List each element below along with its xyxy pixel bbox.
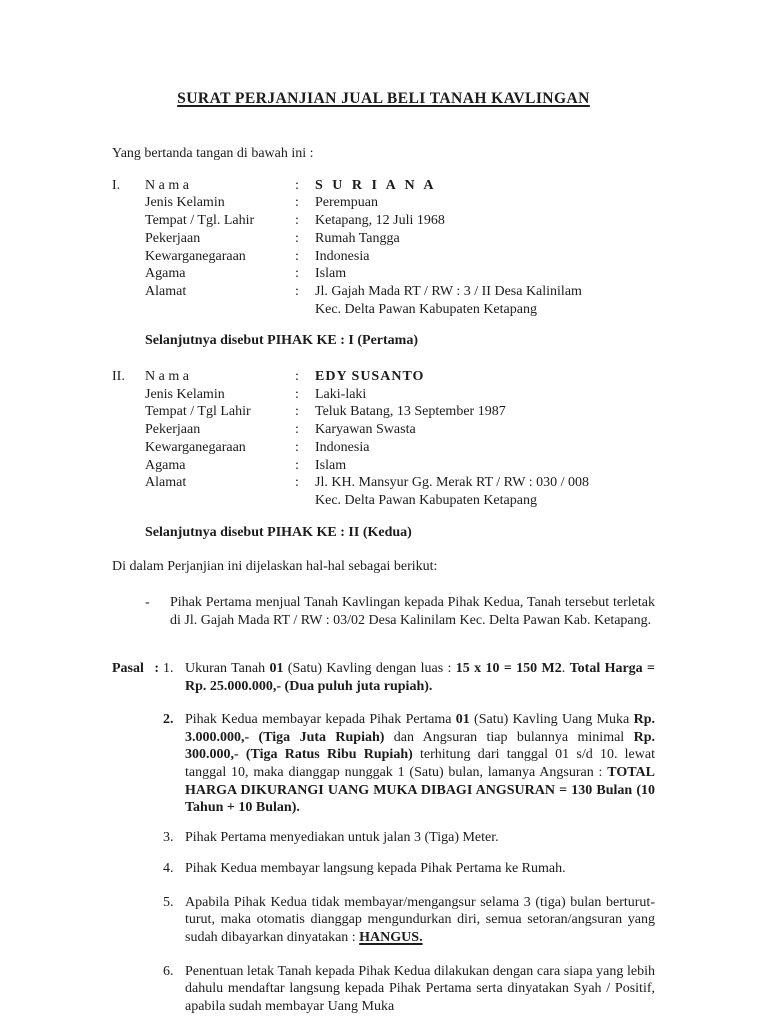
field-value: Laki-laki — [315, 386, 367, 402]
field-label: Alamat — [145, 475, 187, 491]
clause-2 — [163, 711, 655, 817]
party-numeral-spacer — [112, 457, 145, 475]
clause-number: 1. — [163, 661, 174, 677]
party-row-pekerjaan — [112, 421, 655, 439]
address-line-2: Kec. Delta Pawan Kabupaten Ketapang — [315, 301, 537, 317]
field-value: Rumah Tangga — [315, 230, 400, 246]
field-colon: : — [295, 248, 299, 264]
pasal-label — [112, 660, 159, 678]
party-numeral-spacer — [112, 439, 145, 457]
party-section-second — [112, 368, 655, 510]
field-label: Pekerjaan — [145, 230, 201, 246]
field-colon: : — [295, 475, 299, 491]
clause-text: Pihak Kedua membayar kepada Pihak Pertama 01 (Satu) Kavling Uang Muka Rp. 3.000.000,- (Tiga Juta Rupiah) dan Angsuran tiap bulannya minimal Rp. 300.000,- (Tiga Ratus Ribu Rupiah) terhitung dari tanggal 01 s/d 10. lewat tanggal 10, maka dianggap nunggak 1 (Satu) bulan, lamanya Angsuran : TOTAL HARGA DIKURANGI UANG MUKA DIBAGI ANGSURAN = 130 Bulan (10 Tahun + 10 Bulan). — [185, 711, 655, 816]
field-value: Islam — [315, 457, 347, 473]
field-colon: : — [295, 177, 299, 193]
clause-text: Pihak Pertama menyediakan untuk jalan 3 (Tiga) Meter. — [185, 830, 499, 846]
party-numeral: I. — [112, 177, 121, 193]
field-value — [315, 474, 655, 509]
party-numeral-spacer — [112, 421, 145, 439]
address-line-1: Jl. Gajah Mada RT / RW : 3 / II Desa Kalinilam — [315, 283, 582, 299]
preamble-dash-item — [145, 594, 655, 629]
clause-text: Apabila Pihak Kedua tidak membayar/mengangsur selama 3 (tiga) bulan berturut-turut, maka otomatis dianggap mengundurkan diri, semua setoran/angsuran yang sudah dibayarkan dinyatakan : HANGUS. — [185, 894, 655, 945]
party-numeral-spacer — [112, 265, 145, 283]
clause-number: 4. — [163, 860, 174, 876]
field-label: Agama — [145, 457, 186, 473]
field-colon: : — [295, 266, 299, 282]
field-colon: : — [295, 386, 299, 402]
clause-4 — [163, 860, 655, 878]
field-colon: : — [295, 230, 299, 246]
field-label: Alamat — [145, 283, 187, 299]
field-colon: : — [295, 195, 299, 211]
document-title: SURAT PERJANJIAN JUAL BELI TANAH KAVLINGAN — [177, 90, 590, 107]
clause-6 — [163, 963, 655, 1016]
field-value: EDY SUSANTO — [315, 369, 425, 385]
party-numeral-spacer — [112, 403, 145, 421]
pasal-colon: : — [154, 661, 159, 677]
clause-number: 6. — [163, 963, 174, 979]
clause-number: 3. — [163, 830, 174, 846]
address-line-2: Kec. Delta Pawan Kabupaten Ketapang — [315, 492, 537, 508]
clause-5 — [163, 894, 655, 947]
intro-line: Yang bertanda tangan di bawah ini : — [112, 146, 314, 161]
clause-3 — [163, 829, 655, 847]
field-value: Perempuan — [315, 195, 378, 211]
field-colon: : — [295, 439, 299, 455]
document-page — [112, 0, 655, 1016]
clause-number: 2. — [163, 711, 174, 727]
party-row-agama — [112, 457, 655, 475]
party-numeral-spacer — [112, 283, 145, 318]
party-row-jenis-kelamin — [112, 194, 655, 212]
explanation-line: Di dalam Perjanjian ini dijelaskan hal-hal sebagai berikut: — [112, 559, 438, 575]
field-value: Karyawan Swasta — [315, 422, 416, 438]
party-row-jenis-kelamin — [112, 386, 655, 404]
party-numeral-spacer — [112, 248, 145, 266]
field-label: Tempat / Tgl Lahir — [145, 404, 251, 420]
party-row-nama — [112, 368, 655, 386]
field-label: Tempat / Tgl. Lahir — [145, 213, 255, 229]
dash-bullet: - — [145, 595, 150, 611]
party-row-ttl — [112, 403, 655, 421]
party-numeral: II. — [112, 369, 125, 385]
field-colon: : — [295, 404, 299, 420]
field-colon: : — [295, 457, 299, 473]
clause-1 — [112, 660, 656, 695]
party-row-pekerjaan — [112, 230, 655, 248]
clause-text: Penentuan letak Tanah kepada Pihak Kedua dilakukan dengan cara siapa yang lebih dahulu mendaftar langsung kepada Pihak Pertama serta dinyatakan Syah / Positif, apabila sudah membayar Uang Muka — [185, 963, 655, 1015]
party-row-nama — [112, 177, 655, 195]
field-label: Kewarganegaraan — [145, 248, 246, 264]
party-second-footer: Selanjutnya disebut PIHAK KE : II (Kedua) — [145, 524, 412, 540]
field-colon: : — [295, 283, 299, 299]
party-section-first — [112, 177, 655, 319]
field-value: Teluk Batang, 13 September 1987 — [315, 404, 506, 420]
party-numeral-spacer — [112, 474, 145, 509]
field-label: N a m a — [145, 369, 189, 385]
party-numeral-spacer — [112, 386, 145, 404]
address-line-1: Jl. KH. Mansyur Gg. Merak RT / RW : 030 / 008 — [315, 475, 589, 491]
field-colon: : — [295, 422, 299, 438]
field-label: N a m a — [145, 177, 189, 193]
clause-text: Pihak Kedua membayar langsung kepada Pihak Pertama ke Rumah. — [185, 860, 566, 876]
field-value: Islam — [315, 266, 347, 282]
field-label: Kewarganegaraan — [145, 439, 246, 455]
party-row-alamat — [112, 474, 655, 509]
clause-text: Ukuran Tanah 01 (Satu) Kavling dengan luas : 15 x 10 = 150 M2. Total Harga = Rp. 25.000.000,- (Dua puluh juta rupiah). — [185, 661, 656, 695]
field-colon: : — [295, 369, 299, 385]
pasal-word: Pasal — [112, 661, 144, 677]
field-value: S U R I A N A — [315, 177, 437, 193]
party-numeral-spacer — [112, 194, 145, 212]
party-numeral-spacer — [112, 230, 145, 248]
party-row-alamat — [112, 283, 655, 318]
field-value: Ketapang, 12 Juli 1968 — [315, 213, 445, 229]
party-row-kewarganegaraan — [112, 439, 655, 457]
party-first-footer: Selanjutnya disebut PIHAK KE : I (Pertama) — [145, 333, 418, 349]
field-value: Indonesia — [315, 439, 370, 455]
field-colon: : — [295, 213, 299, 229]
field-label: Pekerjaan — [145, 422, 201, 438]
field-value: Indonesia — [315, 248, 370, 264]
party-row-agama — [112, 265, 655, 283]
party-row-ttl — [112, 212, 655, 230]
field-label: Agama — [145, 266, 186, 282]
preamble-text: Pihak Pertama menjual Tanah Kavlingan kepada Pihak Kedua, Tanah tersebut terletak di Jl. Gajah Mada RT / RW : 03/02 Desa Kalinilam Kec. Delta Pawan Kab. Ketapang. — [170, 595, 655, 628]
clause-number: 5. — [163, 894, 174, 910]
party-row-kewarganegaraan — [112, 248, 655, 266]
field-value — [315, 283, 655, 318]
field-label: Jenis Kelamin — [145, 386, 225, 402]
party-numeral-spacer — [112, 212, 145, 230]
field-label: Jenis Kelamin — [145, 195, 225, 211]
